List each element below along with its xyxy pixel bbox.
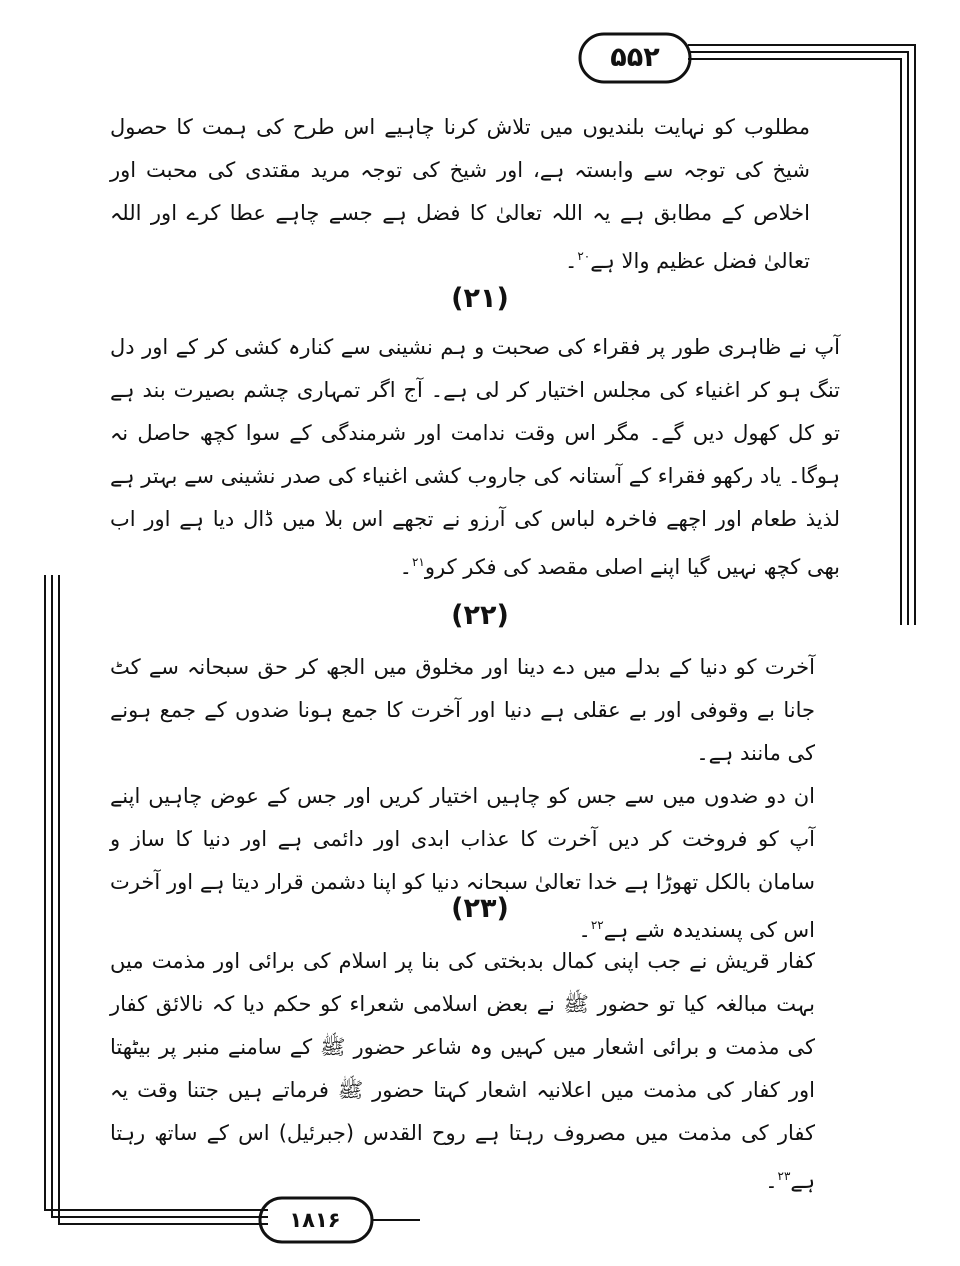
section-number-22: (۲۲) [451,600,509,631]
paragraph-text: آخرت کو دنیا کے بدلے میں دے دینا اور مخلوق میں الجھ کر حق سبحانہ سے کٹ جانا بے وقوفی اور بے عقلی ہے دنیا اور آخرت کا جمع ہونا ضدوں کے جمع ہونے کی مانند ہے۔ [110,655,815,765]
section-21-body: آپ نے ظاہری طور پر فقراء کی صحبت و ہم نشینی سے کنارہ کشی کر کے اور دل تنگ ہو کر اغنیاء کی مجلس اختیار کر لی ہے۔ آج اگر تمہاری چشم بصیرت بند ہے تو کل کھول دیں گے۔ مگر اس وقت ندامت اور شرمندگی کے سوا کچھ حاصل نہ ہوگا۔ یاد رکھو فقراء کے آستانہ کی جاروب کشی اغنیاء کی صدر نشینی سے بہتر ہے لذیذ طعام اور اچھے فاخرہ لباس کی آرزو نے تجھے اس بلا میں ڈال دیا ہے اور اب بھی کچھ نہیں گیا اپنے اصلی مقصد کی فکر کرو$^{۲۱}$۔ [110,335,840,579]
section-23-body: کفار قریش نے جب اپنی کمال بدبختی کی بنا پر اسلام کی برائی اور مذمت میں بہت مبالغہ کیا تو حضور ﷺ نے بعض اسلامی شعراء کو حکم دیا کہ نالائق کفار کی مذمت و برائی اشعار میں کہیں وہ شاعر حضور ﷺ کے سامنے منبر پر بیٹھتا اور کفار کی مذمت میں اعلانیہ اشعار کہتا حضور ﷺ فرماتے ہیں جتنا وقت یہ کفار کی مذمت میں مصروف رہتا ہے روح القدس (جبرئیل) اس کے ساتھ رہتا ہے$^{۲۳}$۔ [110,949,815,1193]
paragraph-text: آپ نے ظاہری طور پر فقراء کی صحبت و ہم نشینی سے کنارہ کشی کر کے اور دل تنگ ہو کر اغنیاء کی مجلس اختیار کر لی ہے۔ آج اگر تمہاری چشم بصیرت بند ہے تو کل کھول دیں گے۔ مگر اس وقت ندامت اور شرمندگی کے سوا کچھ حاصل نہ ہوگا۔ یاد رکھو فقراء کے آستانہ کی جاروب کشی اغنیاء کی صدر نشینی سے بہتر ہے لذیذ طعام اور اچھے فاخرہ لباس کی آرزو نے تجھے اس بلا میں ڈال دیا ہے اور اب بھی کچھ نہیں گیا اپنے اصلی مقصد کی فکر کرو [110,335,840,579]
section-number-23: (۲۳) [451,893,509,924]
section-number-21: (۲۱) [451,283,509,314]
footnote-ref: ۲۰ [577,249,591,263]
page-number-bottom: ۱۸۱۶ [289,1208,341,1232]
page-number-top: ۵۵۲ [610,42,660,73]
footnote-ref: ۲۳ [777,1169,791,1183]
intro-paragraph: مطلوب کو نہایت بلندیوں میں تلاش کرنا چاہیے اس طرح کی ہمت کا حصول شیخ کی توجہ سے وابستہ ہے، اور شیخ کی توجہ مرید مقتدی کی محبت اور اخلاص کے مطابق ہے یہ اللہ تعالیٰ کا فضل ہے جسے چاہے عطا کرے اور اللہ تعالیٰ فضل عظیم والا ہے$^{۲۰}$۔ [110,115,810,273]
footnote-ref: ۲۱ [411,555,425,569]
footnote-ref: ۲۲ [590,918,604,932]
paragraph-text: کفار قریش نے جب اپنی کمال بدبختی کی بنا پر اسلام کی برائی اور مذمت میں بہت مبالغہ کیا تو حضور ﷺ نے بعض اسلامی شعراء کو حکم دیا کہ نالائق کفار کی مذمت و برائی اشعار میں کہیں وہ شاعر حضور ﷺ کے سامنے منبر پر بیٹھتا اور کفار کی مذمت میں اعلانیہ اشعار کہتا حضور ﷺ فرماتے ہیں جتنا وقت یہ کفار کی مذمت میں مصروف رہتا ہے روح القدس (جبرئیل) اس کے ساتھ رہتا ہے [110,949,815,1193]
section-22-body: آخرت کو دنیا کے بدلے میں دے دینا اور مخلوق میں الجھ کر حق سبحانہ سے کٹ جانا بے وقوفی اور بے عقلی ہے دنیا اور آخرت کا جمع ہونا ضدوں کے جمع ہونے کی مانند ہے۔ ان دو ضدوں میں سے جس کو چاہیں اختیار کریں اور جس کے عوض چاہیں اپنے آپ کو فروخت کر دیں آخرت کا عذاب ابدی اور دائمی ہے اور دنیا کا ساز و سامان بالکل تھوڑا ہے خدا تعالیٰ سبحانہ دنیا کو اپنا دشمن قرار دیتا ہے اور آخرت اس کی پسندیدہ شے ہے$^{۲۲}$۔ [110,655,815,942]
intro-text: مطلوب کو نہایت بلندیوں میں تلاش کرنا چاہیے اس طرح کی ہمت کا حصول شیخ کی توجہ سے وابستہ ہے، اور شیخ کی توجہ مرید مقتدی کی محبت اور اخلاص کے مطابق ہے یہ اللہ تعالیٰ کا فضل ہے جسے چاہے عطا کرے اور اللہ تعالیٰ فضل عظیم والا ہے [110,115,810,273]
paragraph-text: ان دو ضدوں میں سے جس کو چاہیں اختیار کریں اور جس کے عوض چاہیں اپنے آپ کو فروخت کر دیں آخرت کا عذاب ابدی اور دائمی ہے اور دنیا کا ساز و سامان بالکل تھوڑا ہے خدا تعالیٰ سبحانہ دنیا کو اپنا دشمن قرار دیتا ہے اور آخرت اس کی پسندیدہ شے ہے [110,784,815,942]
